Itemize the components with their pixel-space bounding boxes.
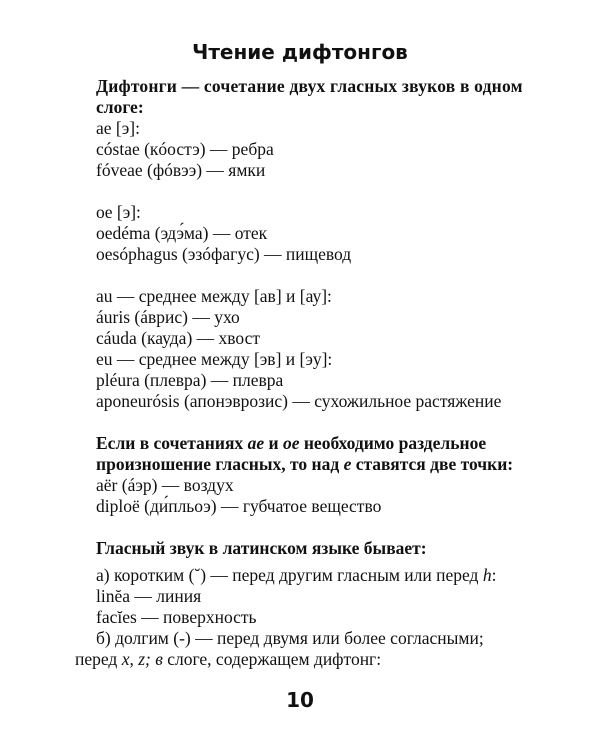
oe-header: oe [э]: bbox=[96, 202, 141, 222]
separation-rule-line2: произношение гласных, то над е ставятся две точки: bbox=[96, 454, 514, 474]
page-number: 10 bbox=[286, 688, 314, 712]
diphthong-definition-line1: Дифтонги — сочетание двух гласных звуков в одном bbox=[96, 76, 523, 96]
short-vowel-rule: а) коротким (˘) — перед другим гласным или перед h: bbox=[96, 565, 497, 585]
eu-example: aponeurósis (апонэврозис) — сухожильное растяжение bbox=[96, 391, 502, 411]
au-example: cáuda (кауда) — хвост bbox=[96, 328, 261, 348]
ae-header: ae [э]: bbox=[96, 118, 140, 138]
short-vowel-example: facĭes — поверхность bbox=[96, 607, 257, 627]
separation-example: diploё (ди́пльоэ) — губчатое вещество bbox=[96, 496, 382, 516]
diphthong-definition-line2: слоге: bbox=[96, 97, 144, 117]
oe-example: oedéma (эдэ́ма) — отек bbox=[96, 223, 268, 243]
separation-rule-line1: Если в сочетаниях ae и oe необходимо раздельное bbox=[96, 433, 487, 453]
au-example: áuris (áврис) — ухо bbox=[96, 307, 240, 327]
page-title: Чтение дифтонгов bbox=[192, 40, 408, 64]
eu-header: eu — среднее между [эв] и [эу]: bbox=[96, 349, 333, 369]
long-vowel-rule-continuation: перед x, z; в слоге, содержащем дифтонг: bbox=[75, 649, 382, 669]
page-content bbox=[75, 76, 536, 670]
long-vowel-rule: б) долгим (-) — перед двумя или более согласными; bbox=[96, 628, 484, 648]
ae-example: fóveae (фóвээ) — ямки bbox=[96, 160, 266, 180]
vowel-length-heading: Гласный звук в латинском языке бывает: bbox=[96, 538, 427, 558]
au-header: au — среднее между [ав] и [ау]: bbox=[96, 286, 332, 306]
separation-example: aёr (áэр) — воздух bbox=[96, 475, 234, 495]
ae-example: cóstae (кóостэ) — ребра bbox=[96, 139, 274, 159]
short-vowel-example: linĕa — линия bbox=[96, 586, 202, 606]
eu-example: pléura (плевра) — плевра bbox=[96, 370, 284, 390]
oe-example: oesóphagus (эзóфагус) — пищевод bbox=[96, 244, 352, 264]
